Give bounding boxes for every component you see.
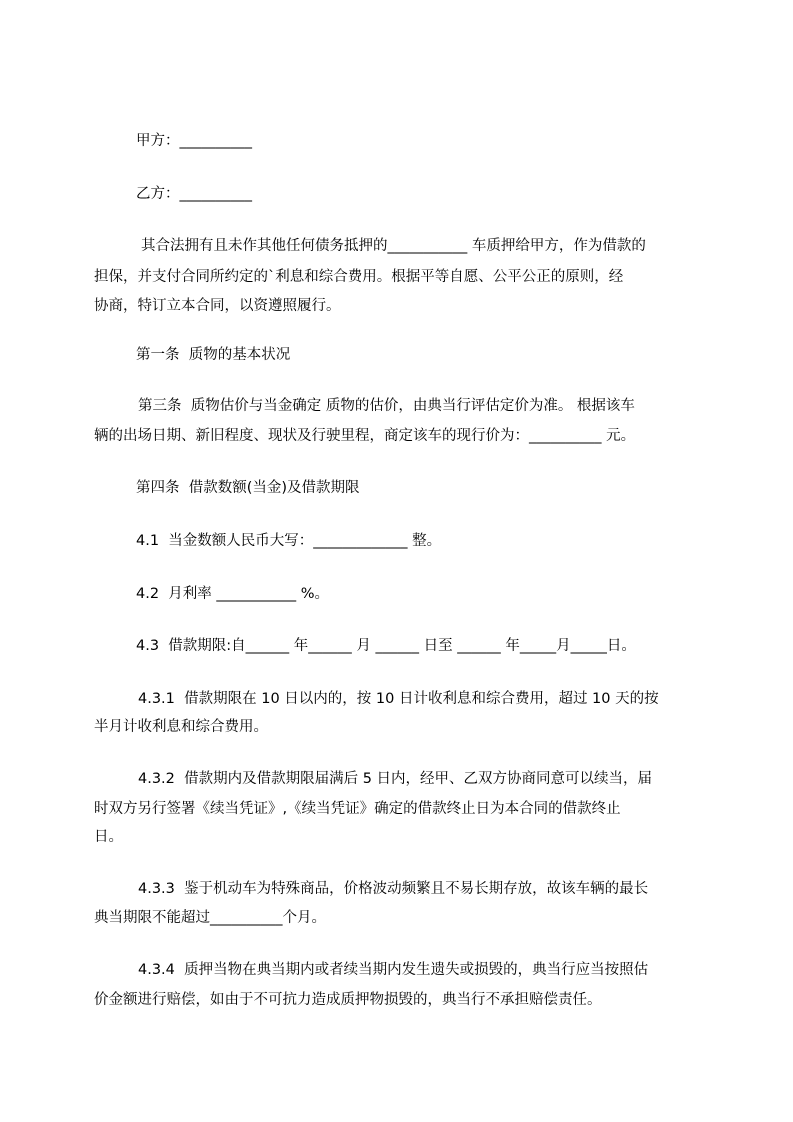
article-4-heading: 第四条 借款数额(当金)及借款期限 (136, 480, 360, 496)
article-3-line-2: 辆的出场日期、新旧程度、现状及行驶里程，商定该车的现行价为：__________ 元。 (94, 428, 636, 444)
clause-4-3-1-line-2: 半月计收利息和综合费用。 (94, 719, 268, 735)
clause-4-3-4-line-2: 价金额进行赔偿，如由于不可抗力造成质押物损毁的，典当行不承担赔偿责任。 (94, 992, 602, 1008)
clause-4-3: 4.3 借款期限:自______ 年______ 月 ______ 日至 ______ 年_____月_____日。 (136, 638, 636, 654)
article-1-heading: 第一条 质物的基本状况 (136, 347, 291, 363)
intro-line-2: 担保，并支付合同所约定的`利息和综合费用。根据平等自愿、公平公正的原则，经 (94, 269, 624, 285)
article-3-line-1: 第三条 质物估价与当金确定 质物的估价，由典当行评估定价为准。 根据该车 (138, 398, 635, 414)
clause-4-3-3-line-2: 典当期限不能超过__________个月。 (94, 910, 326, 926)
clause-4-3-2-line-2: 时双方另行签署《续当凭证》,《续当凭证》确定的借款终止日为本合同的借款终止 (94, 801, 621, 817)
clause-4-1: 4.1 当金数额人民币大写：_____________ 整。 (136, 533, 442, 549)
party-b-line: 乙方：__________ (136, 186, 252, 202)
clause-4-3-2-line-1: 4.3.2 借款期内及借款期限届满后 5 日内，经甲、乙双方协商同意可以续当，届 (138, 771, 653, 787)
clause-4-2: 4.2 月利率 ___________ %。 (136, 586, 330, 602)
intro-line-1: 其合法拥有且未作其他任何债务抵押的___________ 车质押给甲方，作为借款的 (141, 238, 646, 254)
intro-line-3: 协商，特订立本合同，以资遵照履行。 (94, 298, 341, 314)
clause-4-3-1-line-1: 4.3.1 借款期限在 10 日以内的，按 10 日计收利息和综合费用，超过 10 天的按 (138, 691, 659, 707)
clause-4-3-2-line-3: 日。 (94, 829, 123, 845)
party-a-line: 甲方：__________ (136, 133, 252, 149)
clause-4-3-4-line-1: 4.3.4 质押当物在典当期内或者续当期内发生遗失或损毁的，典当行应当按照估 (138, 962, 649, 978)
clause-4-3-3-line-1: 4.3.3 鉴于机动车为特殊商品，价格波动频繁且不易长期存放，故该车辆的最长 (138, 881, 649, 897)
